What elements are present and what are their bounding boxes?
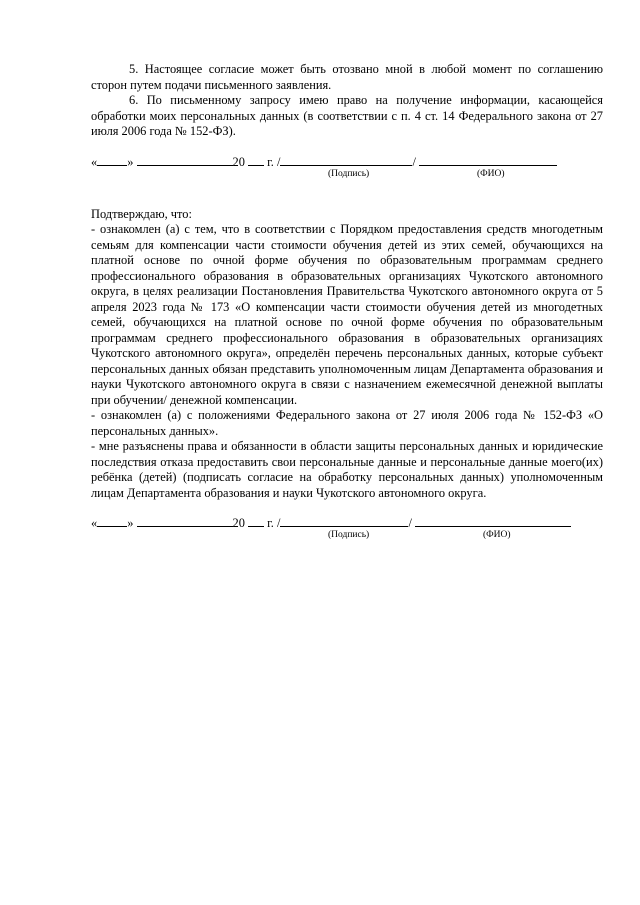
full-name-field[interactable] [419, 154, 557, 166]
signature-line: « » 20 г. / / [91, 154, 557, 170]
full-name-field[interactable] [415, 515, 571, 527]
signature-block-2 [91, 515, 603, 547]
signature-line: « » 20 г. / / [91, 515, 571, 531]
day-field[interactable] [97, 515, 127, 527]
signature-field[interactable] [280, 154, 412, 166]
day-field[interactable] [97, 154, 127, 166]
signature-block-1 [91, 154, 603, 186]
paragraph-revocation: 5. Настоящее согласие может быть отозвано мной в любой момент по соглашению сторон путем подачи письменного заявления. [91, 62, 603, 92]
month-field[interactable] [137, 515, 233, 527]
document-page [91, 62, 603, 547]
signature-field[interactable] [280, 515, 408, 527]
year-field[interactable] [248, 515, 264, 527]
confirm-item-federal-law: - ознакомлен (а) с положениями Федерального закона от 27 июля 2006 года № 152-ФЗ «О персональных данных». [91, 408, 603, 438]
caption-signature: (Подпись) [328, 168, 370, 179]
caption-full-name: (ФИО) [477, 168, 505, 179]
paragraph-information-request: 6. По письменному запросу имею право на получение информации, касающейся обработки моих персональных данных (в соответствии с п. 4 ст. 14 Федерального закона от 27 июля 2006 года № 152-ФЗ). [91, 93, 603, 138]
confirm-item-rights: - мне разъяснены права и обязанности в области защиты персональных данных и юридические последствия отказа предоставить свои персональные данные и персональные данные моего(их) ребёнка (детей) (подписать согласие на обработку персональных данных) уполномоченным лицам Департамента образования и науки Чукотского автономного округа. [91, 439, 603, 500]
caption-signature: (Подпись) [328, 530, 370, 540]
month-field[interactable] [137, 154, 233, 166]
confirm-item-procedure: - ознакомлен (а) с тем, что в соответствии с Порядком предоставления средств многодетным семьям для компенсации части стоимости обучения детей из этих семей, обучающихся на платной основе по очной форме обучения по образовательным программам среднего профессионального образования в образовательных организациях Чукотского автономного округа, в целях реализации Постановления Правительства Чукотского автономного округа от 5 апреля 2023 года № 173 «О компенсации части стоимости обучения детей из многодетных семей, обучающихся на платной основе по очной форме обучения по образовательным программам среднего профессионального образования в образовательных организациях Чукотского автономного округа», определён перечень персональных данных, которые субъект персональных данных обязан представить уполномоченным лицам Департамента образования и науки Чукотского автономного округа в связи с назначением ежемесячной денежной выплаты при обучении/ денежной компенсации. [91, 222, 603, 407]
confirm-heading: Подтверждаю, что: [91, 206, 192, 221]
year-field[interactable] [248, 154, 264, 166]
caption-full-name: (ФИО) [483, 530, 511, 540]
